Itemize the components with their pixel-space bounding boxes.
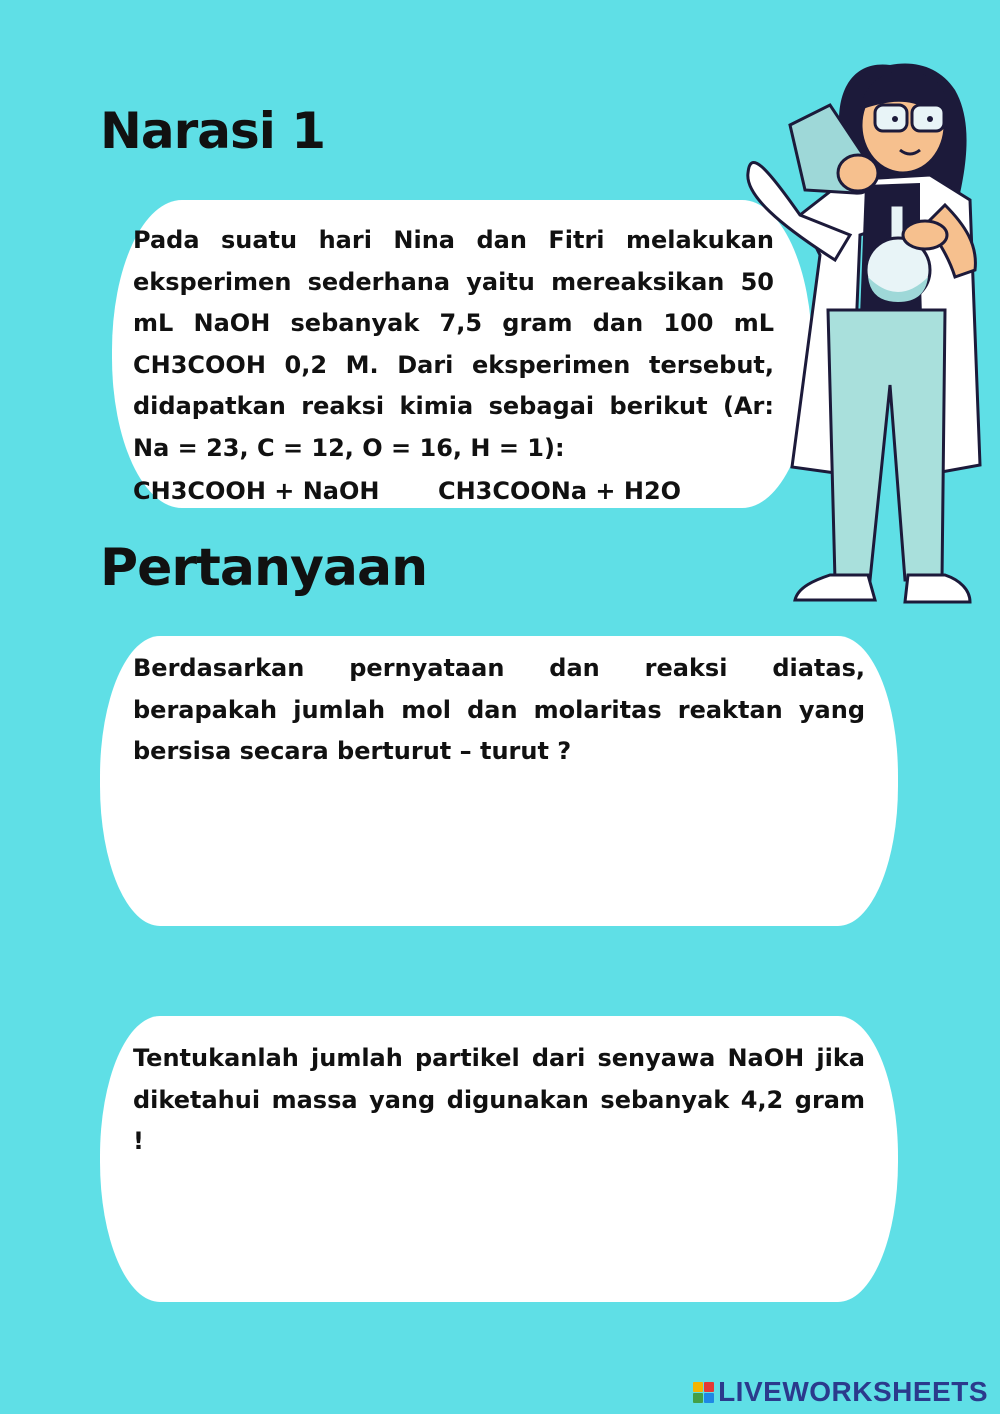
footer-brand-text: LIVEWORKSHEETS xyxy=(718,1376,988,1407)
reaction-equation: CH3COOH + NaOH CH3COONa + H2O xyxy=(133,477,682,505)
narrative-text: Pada suatu hari Nina dan Fitri melakukan eksperimen sederhana yaitu mereaksikan 50 mL NaOH sebanyak 7,5 gram dan 100 mL CH3COOH 0,2 M. Dari eksperimen tersebut, didapatkan reaksi kimia sebagai berikut (Ar: Na = 23, C = 12, O = 16, H = 1): xyxy=(133,226,774,462)
questions-title: Pertanyaan xyxy=(100,538,428,598)
question-1-text: Berdasarkan pernyataan dan reaksi diatas, berapakah jumlah mol dan molaritas reaktan yang bersisa secara berturut – turut ? xyxy=(133,654,865,765)
footer-brand[interactable] xyxy=(693,1376,988,1408)
liveworksheets-logo-icon xyxy=(693,1382,714,1403)
narrative-title: Narasi 1 xyxy=(100,102,326,160)
question-2-text: Tentukanlah jumlah partikel dari senyawa NaOH jika diketahui massa yang digunakan sebanyak 4,2 gram ! xyxy=(133,1044,865,1155)
scientist-illustration-icon xyxy=(740,55,985,610)
